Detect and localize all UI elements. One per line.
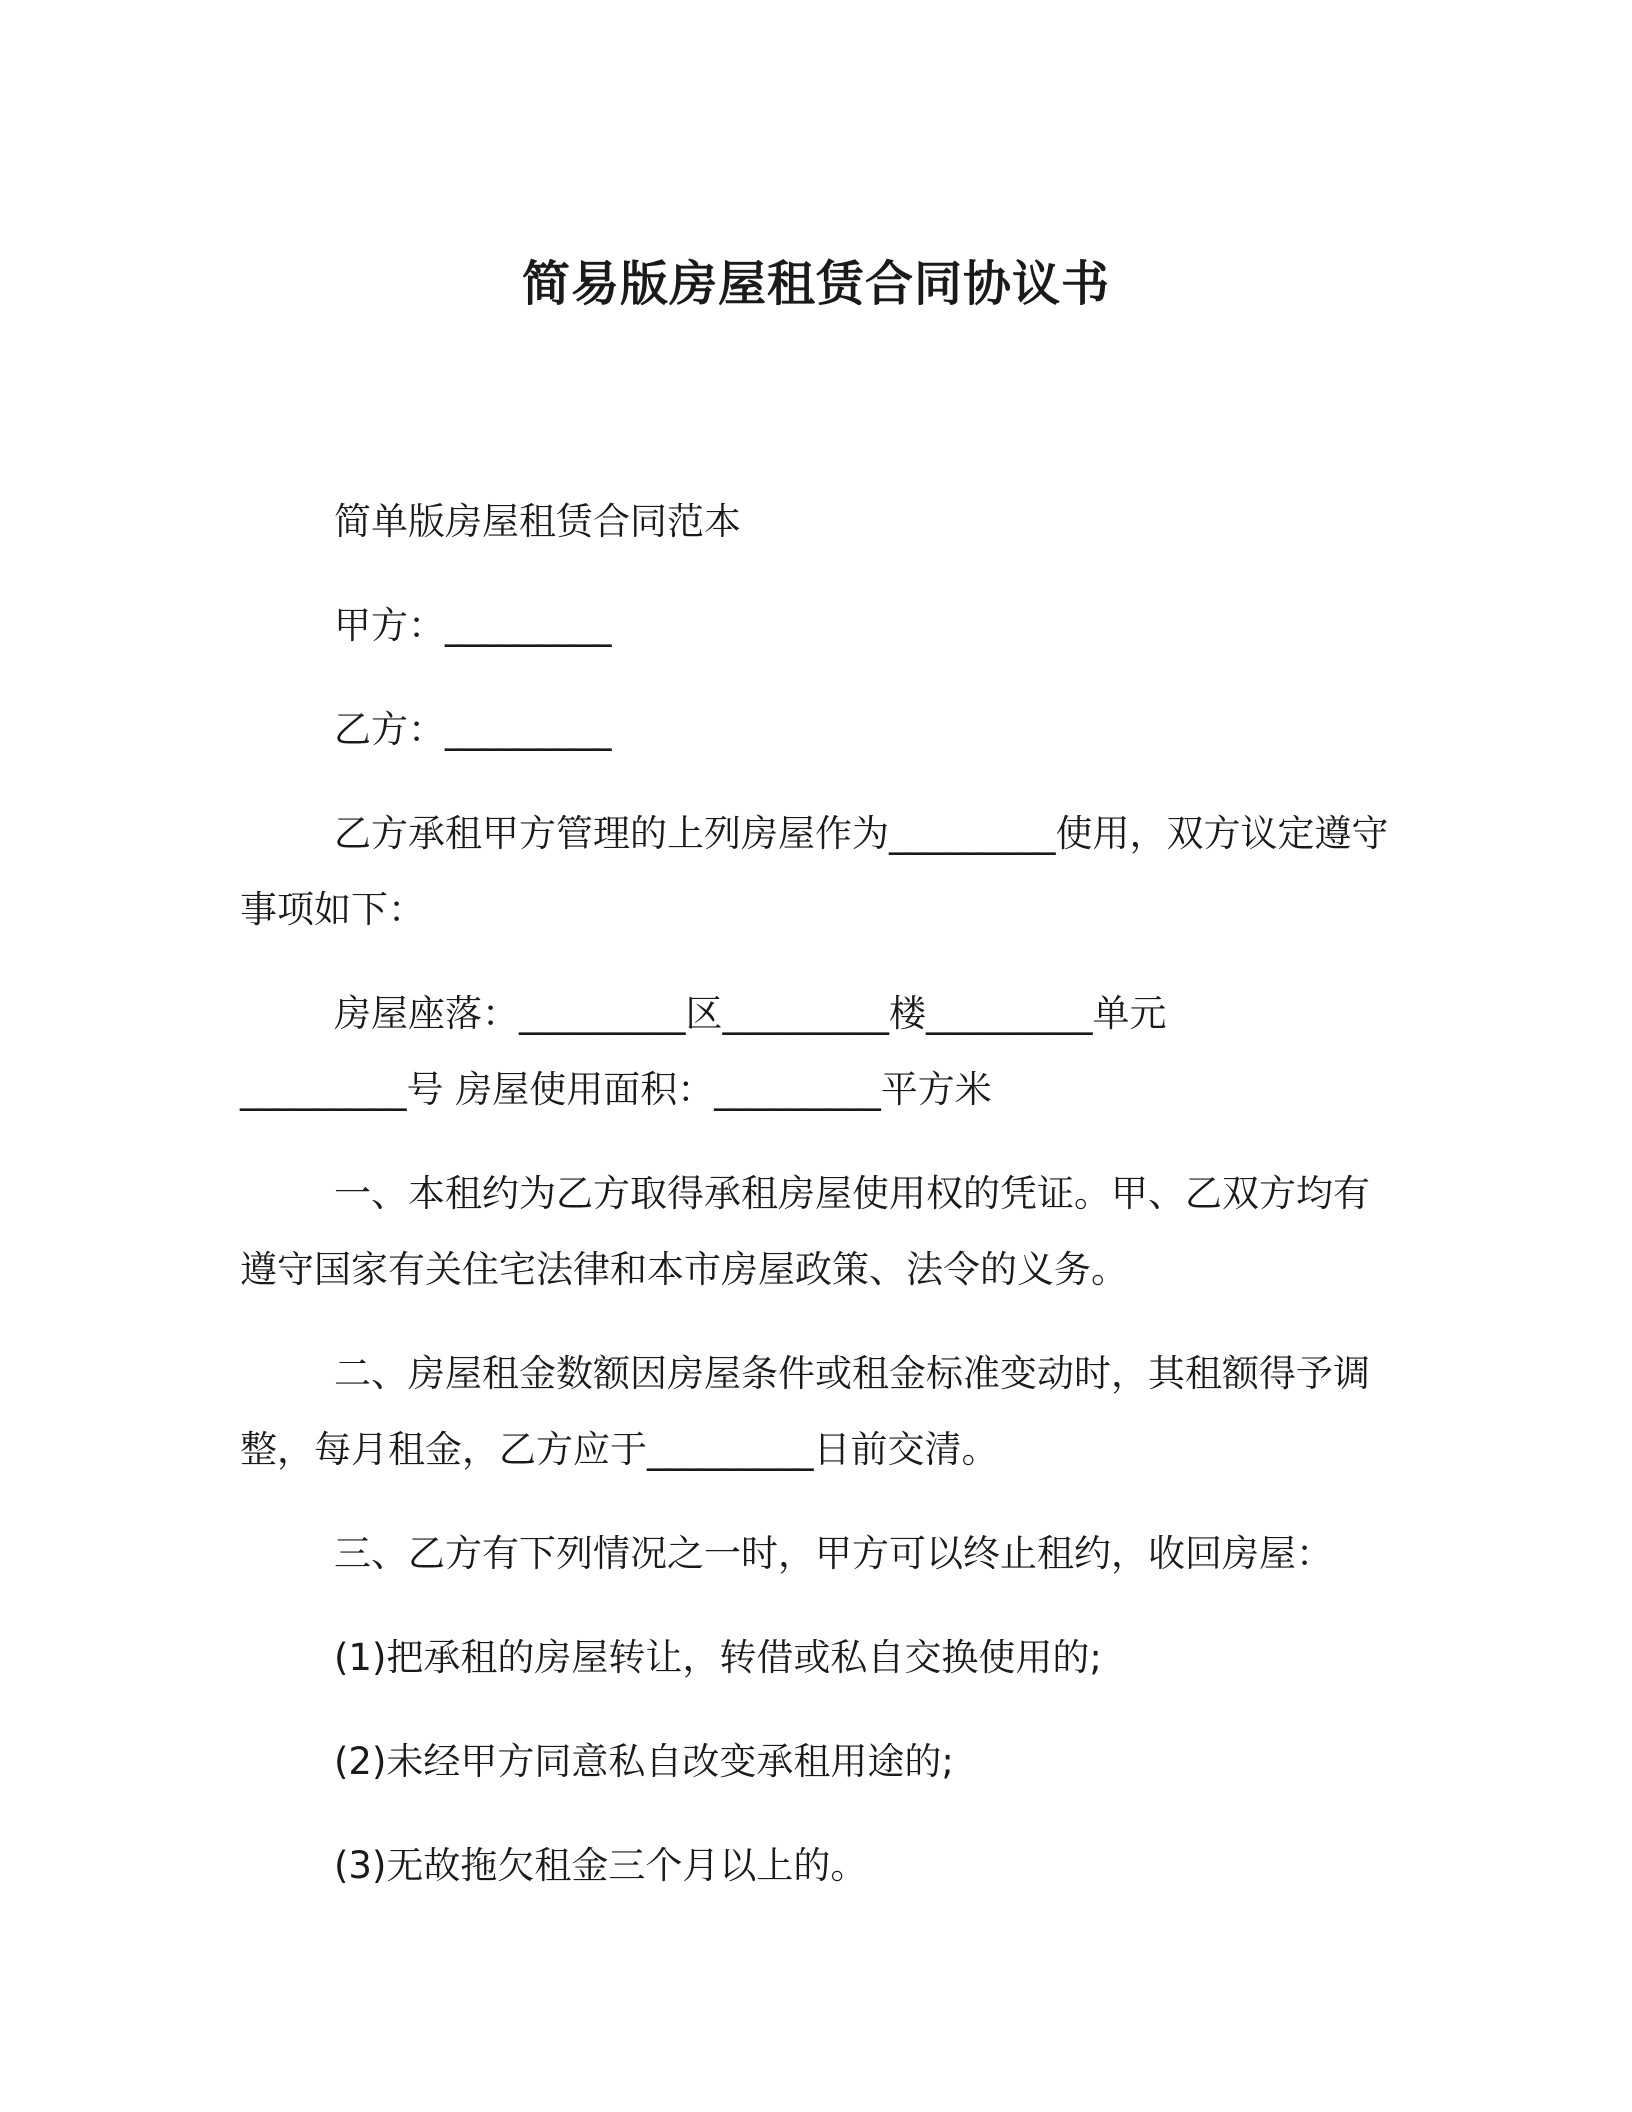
document-subtitle: 简单版房屋租赁合同范本 (334, 500, 741, 543)
clause-3-item-3: (3)无故拖欠租金三个月以上的。 (334, 1844, 868, 1887)
clause-2: 二、房屋租金数额因房屋条件或租金标准变动时，其租额得予调整，每月租金，乙方应于_________日前交清。 (240, 1352, 1370, 1471)
clause-3-item-1: (1)把承租的房屋转让，转借或私自交换使用的; (334, 1636, 1102, 1679)
house-location-block (240, 976, 1392, 1128)
clause-3: 三、乙方有下列情况之一时，甲方可以终止租约，收回房屋： (334, 1532, 1333, 1575)
clause-3-item-2: (2)未经甲方同意私自改变承租用途的; (334, 1740, 954, 1783)
house-location-line-1: 房屋座落：_________区_________楼_________单元 (334, 992, 1167, 1035)
usage-clause: 乙方承租甲方管理的上列房屋作为_________使用，双方议定遵守事项如下： (240, 812, 1389, 931)
house-location-line-2: _________号 房屋使用面积：_________平方米 (240, 1068, 992, 1111)
party-a-line: 甲方：_________ (334, 604, 612, 647)
clause-1: 一、本租约为乙方取得承租房屋使用权的凭证。甲、乙双方均有遵守国家有关住宅法律和本市房屋政策、法令的义务。 (240, 1172, 1370, 1291)
document-title: 简易版房屋租赁合同协议书 (521, 256, 1110, 313)
party-b-line: 乙方：_________ (334, 708, 612, 751)
